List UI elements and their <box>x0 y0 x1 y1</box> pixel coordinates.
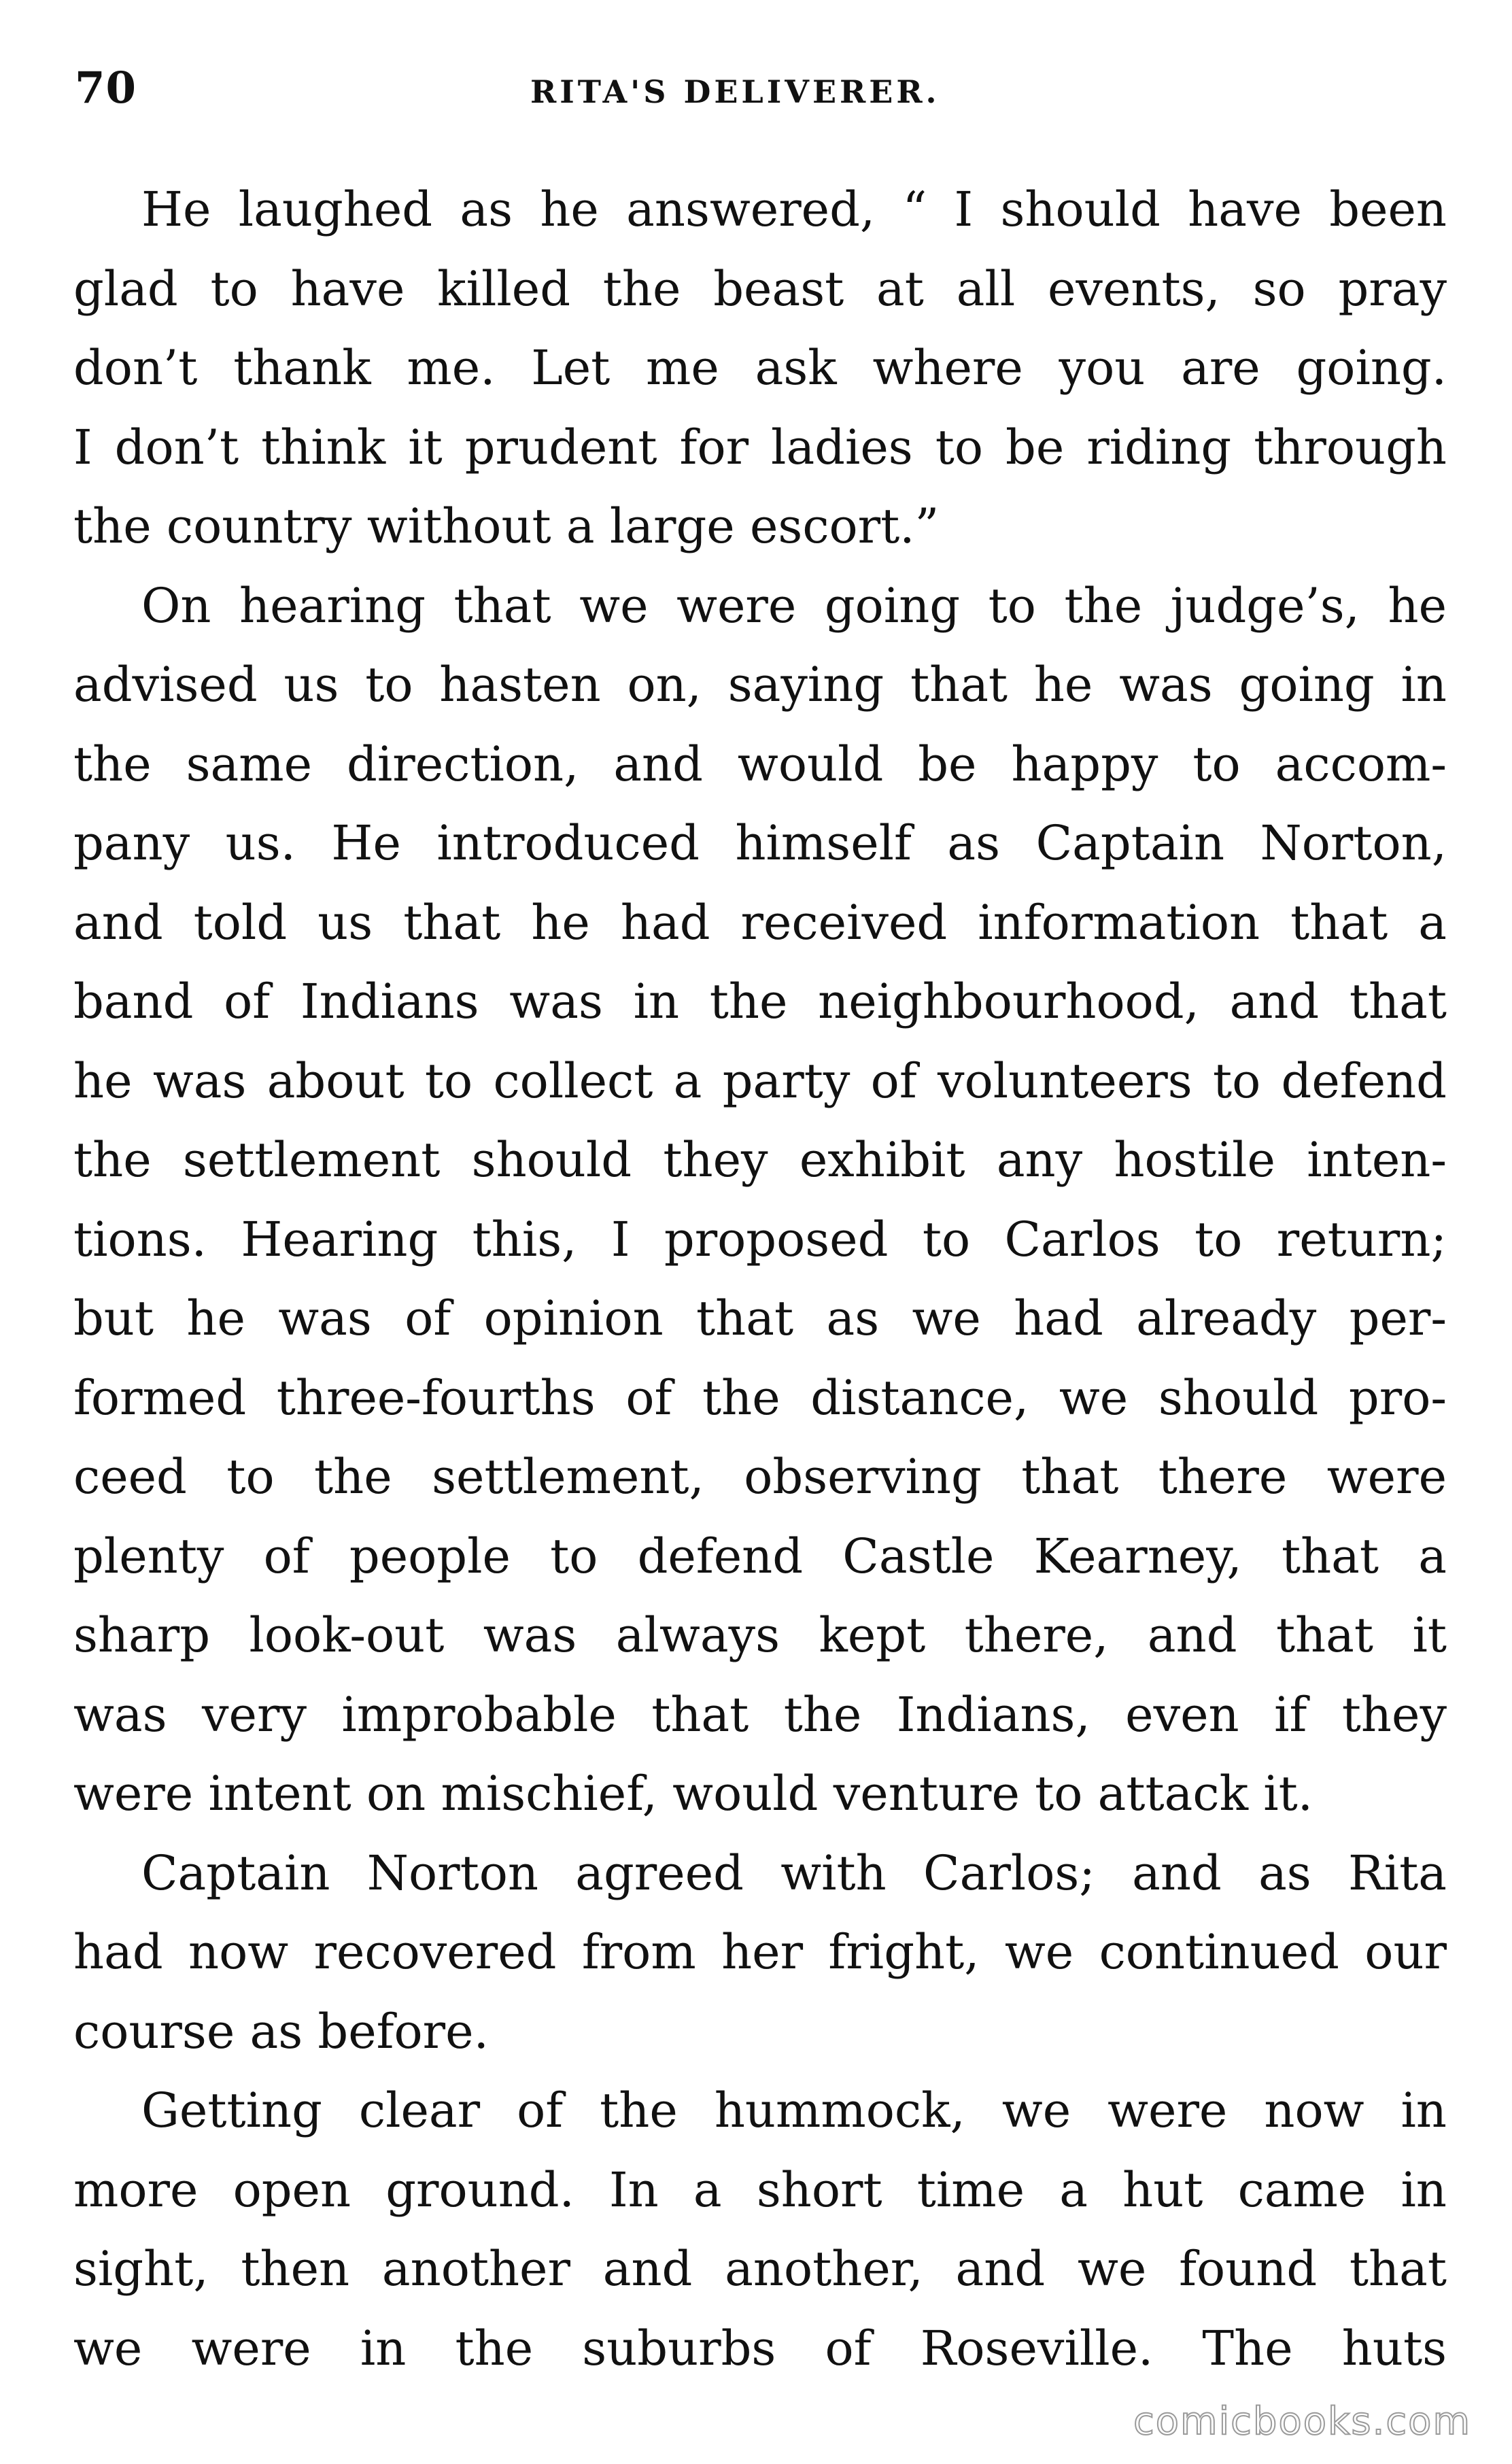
text-line: Getting clear of the hummock, we were now in <box>141 2083 1447 2138</box>
text-line: I don’t think it prudent for ladies to be riding through <box>73 419 1447 475</box>
text-line: we were in the suburbs of Roseville. The huts <box>73 2320 1447 2376</box>
text-line: tions. Hearing this, I proposed to Carlos to return; <box>73 1211 1447 1267</box>
text-line: the same direction, and would be happy to accom- <box>73 736 1447 792</box>
text-line: plenty of people to defend Castle Kearney, that a <box>73 1528 1447 1584</box>
text-line: was very improbable that the Indians, even if they <box>73 1686 1447 1743</box>
text-line: advised us to hasten on, saying that he was going in <box>73 657 1447 713</box>
running-title: RITA'S DELIVERER. <box>530 73 940 110</box>
text-line: band of Indians was in the neighbourhood, and that <box>73 974 1447 1029</box>
paragraph <box>73 2071 1447 2388</box>
text-line: more open ground. In a short time a hut came in <box>73 2161 1447 2218</box>
text-line: Captain Norton agreed with Carlos; and as Rita <box>141 1845 1447 1901</box>
paragraph <box>73 170 1447 566</box>
paragraph <box>73 1834 1447 2072</box>
text-line: and told us that he had received information that a <box>73 894 1447 951</box>
text-line: On hearing that we were going to the judge’s, he <box>141 577 1447 634</box>
text-line: course as before. <box>73 2003 489 2059</box>
text-line: but he was of opinion that as we had already per- <box>73 1290 1447 1346</box>
page-number: 70 <box>75 63 137 114</box>
text-line: formed three-fourths of the distance, we should pro- <box>73 1369 1447 1426</box>
text-line: the settlement should they exhibit any hostile inten- <box>73 1132 1447 1188</box>
text-line: he was about to collect a party of volunteers to defend <box>73 1053 1447 1109</box>
text-line: the country without a large escort.” <box>73 498 940 554</box>
paragraph <box>73 566 1447 1834</box>
text-line: sharp look-out was always kept there, and that it <box>73 1607 1447 1663</box>
text-line: sight, then another and another, and we found that <box>73 2241 1447 2297</box>
text-line: were intent on mischief, would venture to attack it. <box>73 1766 1313 1821</box>
text-line: had now recovered from her fright, we continued our <box>73 1924 1447 1980</box>
page-header <box>75 54 1462 122</box>
text-line: glad to have killed the beast at all events, so pray <box>73 260 1447 317</box>
body-text <box>73 170 1447 2388</box>
watermark: comicbooks.com <box>1133 2399 1471 2444</box>
text-line: don’t thank me. Let me ask where you are going. <box>73 340 1447 396</box>
text-line: He laughed as he answered, “ I should have been <box>141 182 1447 237</box>
text-line: pany us. He introduced himself as Captain Norton, <box>73 815 1447 871</box>
text-line: ceed to the settlement, observing that there were <box>73 1449 1447 1505</box>
